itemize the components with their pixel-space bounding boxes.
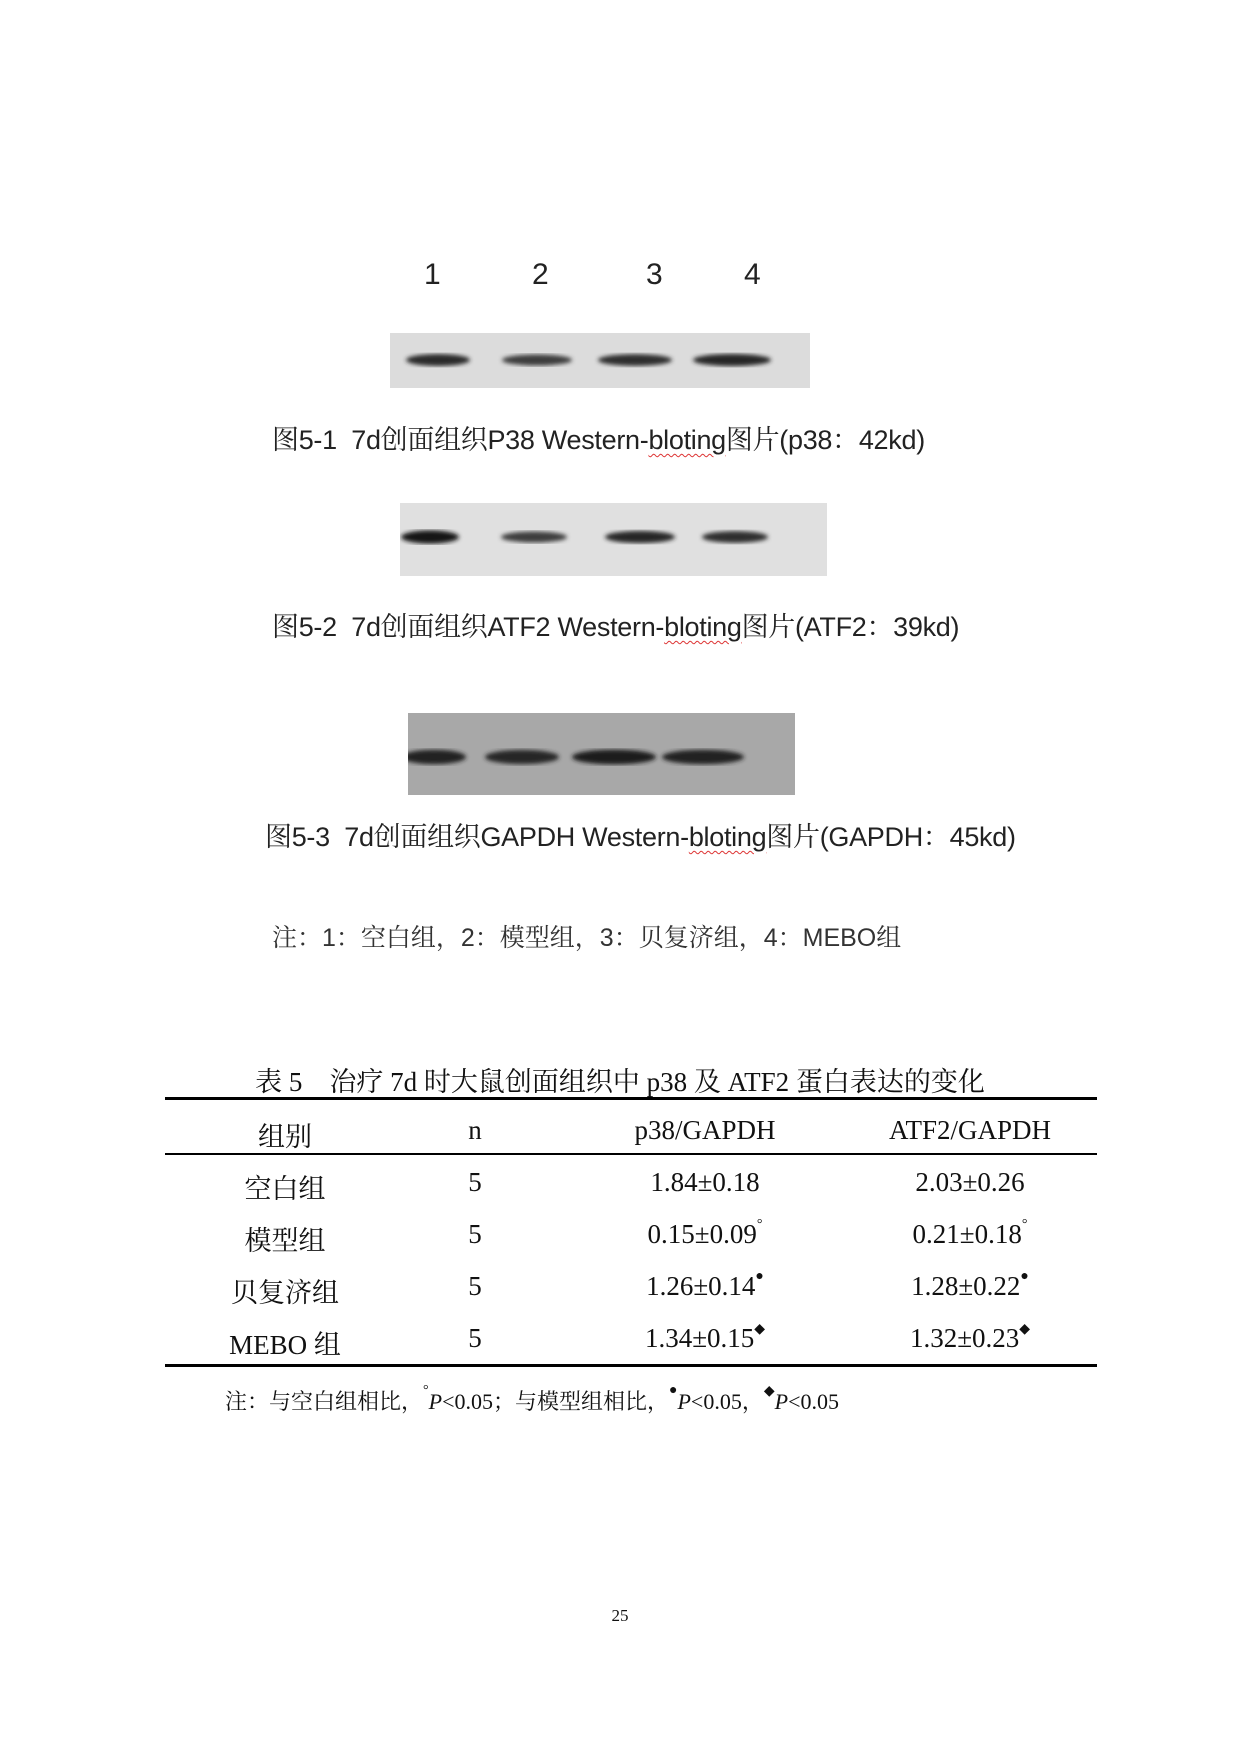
- caption-wavy-word: bloting: [648, 425, 726, 455]
- table-cell-atf2: 0.21±0.18°: [912, 1217, 1028, 1249]
- caption-wavy-word: bloting: [688, 822, 767, 852]
- blot-band-lane-2: [501, 531, 567, 542]
- table-cell-p38: 1.26±0.14●: [646, 1269, 764, 1301]
- table-bottom-rule: [165, 1364, 1097, 1367]
- table-cell-atf2: 1.28±0.22●: [911, 1269, 1029, 1301]
- blot-band-lane-1: [406, 354, 470, 366]
- lane-number-1: 1: [424, 258, 441, 291]
- header-group: 组别: [258, 1122, 312, 1152]
- caption-text-end: 图片(p38：42kd): [725, 425, 925, 455]
- table-cell-atf2: 2.03±0.26: [915, 1167, 1025, 1197]
- table-top-rule: [165, 1097, 1097, 1100]
- caption-wavy-word: bloting: [664, 612, 742, 642]
- table-cell-p38: 1.84±0.18: [650, 1167, 760, 1197]
- caption-text-end: 图片(GAPDH：45kd): [766, 822, 1016, 852]
- table-cell-n: 5: [468, 1323, 482, 1353]
- table-cell-p38: 1.34±0.15◆: [644, 1322, 766, 1353]
- lane-number-4: 4: [744, 258, 761, 291]
- blot-band-lane-2: [485, 750, 559, 764]
- table-footnote: 注：与空白组相比，°P<0.05；与模型组相比，●P<0.05，◆P<0.05: [225, 1383, 839, 1414]
- header-n: n: [468, 1115, 482, 1145]
- table-cell-n: 5: [468, 1271, 482, 1301]
- table-cell-n: 5: [468, 1167, 482, 1197]
- blot-band-lane-3: [572, 750, 656, 765]
- table-header-rule: [165, 1153, 1097, 1155]
- caption-text: 7d创面组织GAPDH Western-: [344, 822, 689, 852]
- table-title: 表 5 治疗 7d 时大鼠创面组织中 p38 及 ATF2 蛋白表达的变化: [255, 1067, 985, 1097]
- caption-text-end: 图片(ATF2：39kd): [741, 612, 960, 642]
- table-cell-group: 空白组: [244, 1174, 326, 1204]
- table-cell-group: MEBO 组: [229, 1330, 341, 1360]
- western-blot-atf2: [400, 503, 827, 576]
- blot-band-lane-1: [401, 530, 459, 543]
- blot-band-lane-4: [662, 750, 744, 765]
- blot-band-lane-3: [605, 531, 675, 543]
- table-cell-group: 模型组: [244, 1226, 326, 1256]
- caption-text: 7d创面组织P38 Western-: [351, 425, 649, 455]
- western-blot-p38: [390, 333, 810, 388]
- figure-label: 图5-3: [265, 822, 330, 852]
- figure-caption-5-3: [265, 815, 1016, 854]
- table-cell-n: 5: [468, 1219, 482, 1249]
- lane-number-3: 3: [646, 258, 663, 291]
- blot-band-lane-2: [502, 354, 572, 365]
- lane-legend-note: 注：1：空白组，2：模型组，3：贝复济组，4：MEBO组: [272, 924, 902, 952]
- lane-number-2: 2: [532, 258, 549, 291]
- caption-text: 7d创面组织ATF2 Western-: [351, 612, 665, 642]
- table-cell-group: 贝复济组: [231, 1278, 339, 1308]
- figure-caption-5-2: [272, 605, 959, 644]
- header-p38: p38/GAPDH: [634, 1115, 776, 1145]
- table-cell-atf2: 1.32±0.23◆: [909, 1322, 1031, 1353]
- table-cell-p38: 0.15±0.09°: [647, 1217, 763, 1249]
- figure-label: 图5-1: [272, 425, 337, 455]
- blot-band-lane-4: [702, 531, 768, 543]
- header-atf2: ATF2/GAPDH: [888, 1115, 1052, 1145]
- page-number: 25: [611, 1606, 629, 1625]
- blot-band-lane-3: [598, 354, 672, 366]
- figure-label: 图5-2: [272, 612, 337, 642]
- blot-band-lane-4: [693, 354, 771, 366]
- western-blot-gapdh: [408, 713, 795, 795]
- figure-caption-5-1: [272, 418, 925, 457]
